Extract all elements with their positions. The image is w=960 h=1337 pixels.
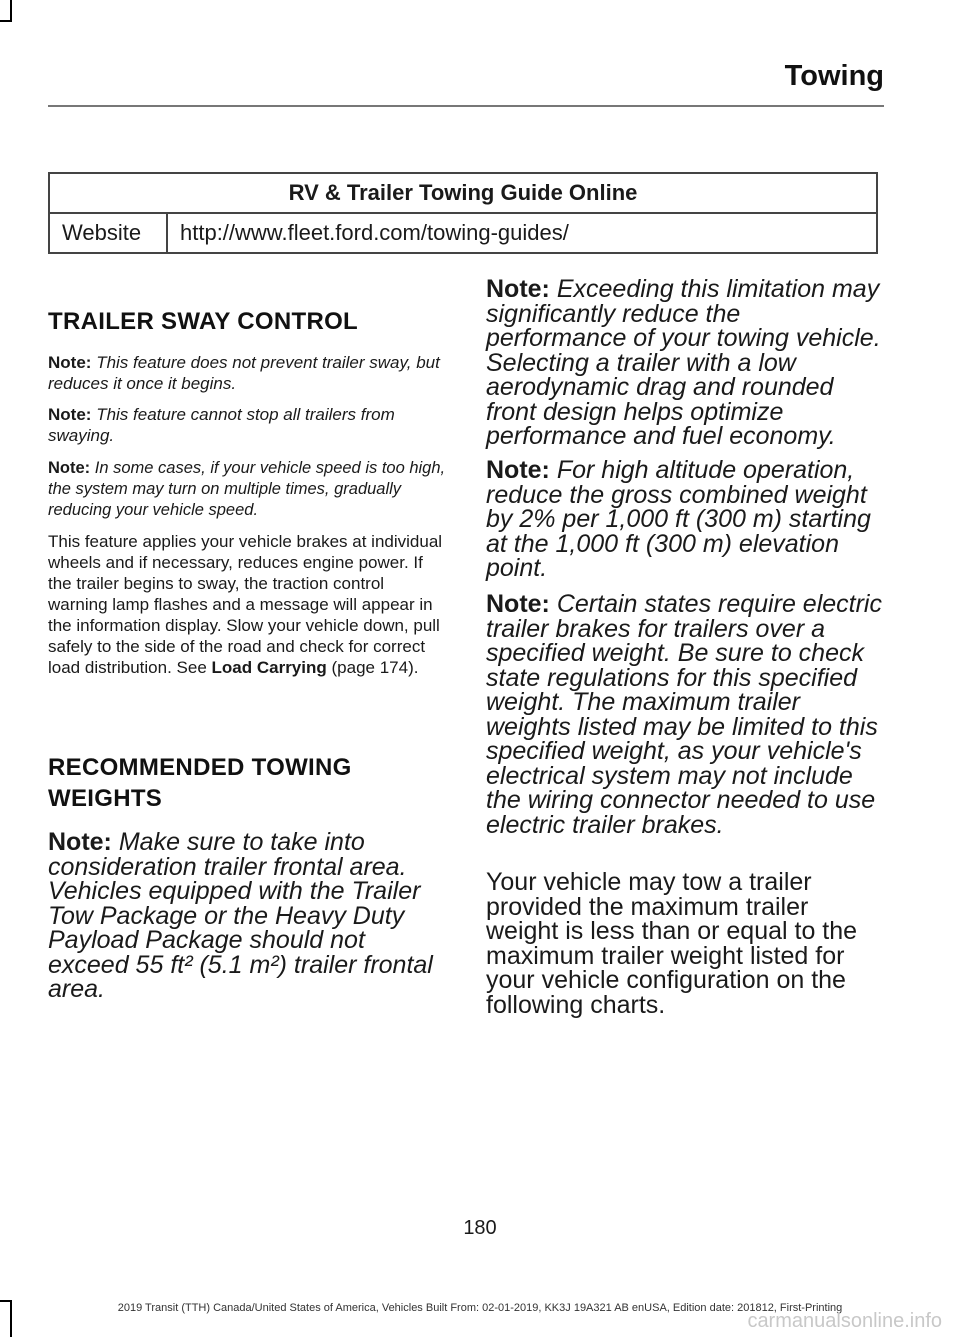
note-text: This feature cannot stop all trailers from swaying. xyxy=(48,405,395,445)
note-limitation xyxy=(486,277,882,449)
note-text: In some cases, if your vehicle speed is too high, the system may turn on multiple times, gradually reducing your vehicle speed. xyxy=(48,459,446,519)
note-altitude xyxy=(486,458,882,581)
note-label: Note: xyxy=(48,828,112,856)
note-label: Note: xyxy=(486,590,550,618)
xref-page: (page 174). xyxy=(331,658,419,677)
sway-body-text xyxy=(48,531,448,678)
table-cell-label: Website xyxy=(49,213,167,253)
note-label: Note: xyxy=(486,456,550,484)
note-electric-brakes xyxy=(486,592,882,837)
note-text: Make sure to take into consideration trailer frontal area. Vehicles equipped with the Trailer Tow Package or the Heavy Duty Payload Package should not exceed 55 ft² (5.1 m²) trailer frontal area. xyxy=(48,828,433,1003)
section-heading-weights-line2: WEIGHTS xyxy=(48,785,163,812)
note-text: Certain states require electric trailer brakes for trailers over a specified weight. Be sure to check state regulations for this specified weight. The maximum trailer weights listed may be limited to this specified weight, as your vehicle's electrical system may not include the wiring connector needed to use electric trailer brakes. xyxy=(486,590,882,839)
weights-body-text: Your vehicle may tow a trailer provided the maximum trailer weight is less than or equal to the maximum trailer weight listed for your vehicle configuration on the following charts. xyxy=(486,868,858,1019)
note-2 xyxy=(48,404,448,446)
page-title: Towing xyxy=(784,60,884,92)
page-number: 180 xyxy=(463,1217,497,1239)
note-label: Note: xyxy=(48,459,91,477)
watermark: carmanualsonline.info xyxy=(747,1310,942,1332)
table-title: RV & Trailer Towing Guide Online xyxy=(49,173,877,213)
body-text: This feature applies your vehicle brakes at individual wheels and if necessary, reduces engine power. If the trailer begins to sway, the traction control warning lamp flashes and a message will appear in the information display. Slow your vehicle down, pull safely to the side of the road and check for correct load distribution. See xyxy=(48,532,443,677)
load-carrying-link[interactable]: Load Carrying xyxy=(211,658,327,677)
note-text: Exceeding this limitation may significantly reduce the performance of your towing vehicle. Selecting a trailer with a low aerodynamic drag and rounded front design helps optimize performance and fuel economy. xyxy=(486,275,881,450)
crop-mark xyxy=(0,20,12,22)
crop-mark xyxy=(10,0,12,22)
note-text: For high altitude operation, reduce the gross combined weight by 2% per 1,000 ft (300 m) starting at the 1,000 ft (300 m) elevation point. xyxy=(486,456,871,582)
note-3 xyxy=(48,458,448,521)
note-1 xyxy=(48,352,448,394)
table-cell-website[interactable]: http://www.fleet.ford.com/towing-guides/ xyxy=(167,213,877,253)
note-label: Note: xyxy=(48,405,92,424)
table-row xyxy=(49,213,877,253)
section-heading-weights-line1: RECOMMENDED TOWING xyxy=(48,754,352,781)
header-divider xyxy=(48,105,884,107)
note-frontal-area xyxy=(48,830,448,1002)
edition-info: 2019 Transit (TTH) Canada/United States of America, Vehicles Built From: 02-01-2019, KK3J 19A321 AB enUSA, Edition date: 201812, First-Printing xyxy=(117,1302,843,1314)
towing-guide-table xyxy=(48,172,878,254)
note-text: This feature does not prevent trailer sway, but reduces it once it begins. xyxy=(48,353,440,393)
note-label: Note: xyxy=(48,353,92,372)
section-heading-sway: TRAILER SWAY CONTROL xyxy=(48,308,359,335)
note-label: Note: xyxy=(486,275,550,303)
